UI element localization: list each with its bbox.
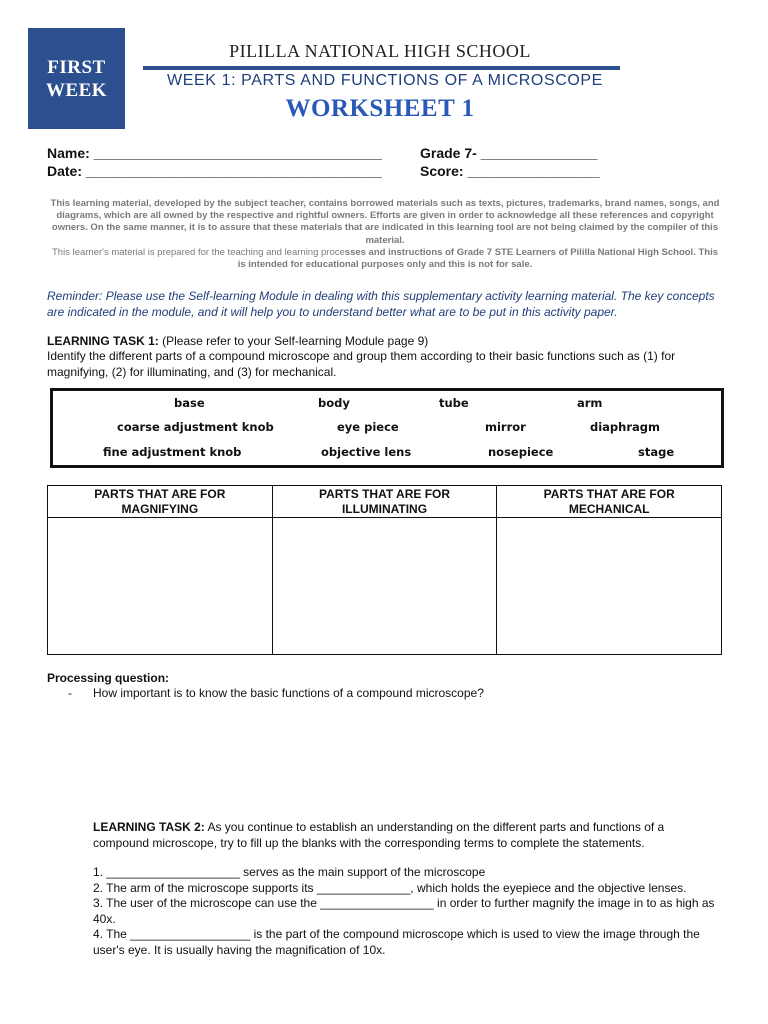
task1-label: LEARNING TASK 1:	[47, 334, 159, 348]
word-item: nosepiece	[488, 445, 554, 459]
word-item: fine adjustment knob	[103, 445, 242, 459]
word-item: arm	[577, 396, 603, 410]
column-header-line: PARTS THAT ARE FOR	[318, 487, 451, 501]
word-item: body	[318, 396, 350, 410]
illuminating-column	[273, 486, 498, 654]
word-item: mirror	[485, 420, 526, 434]
week-title: WEEK 1: PARTS AND FUNCTIONS OF A MICROSCOPE	[167, 72, 603, 89]
task1-instruction: Identify the different parts of a compound microscope and group them according to their basic functions such as (1) for magnifying, (2) for illuminating, and (3) for mechanical.	[47, 349, 676, 379]
task2-intro-text: As you continue to establish an understanding on the different parts and functions of a compound microscope, try to fill up the blanks with the corresponding terms to complete the statements.	[93, 820, 665, 850]
word-bank	[50, 388, 724, 468]
task2-statement: 2. The arm of the microscope supports its ______________, which holds the eyepiece and the objective lenses.	[93, 880, 687, 895]
badge-line-2: WEEK	[45, 79, 108, 101]
processing-question-heading: Processing question:	[47, 671, 170, 685]
column-header	[497, 486, 721, 518]
processing-question	[68, 686, 484, 700]
word-item: tube	[439, 396, 469, 410]
mechanical-answer-cell[interactable]	[497, 518, 721, 654]
first-week-badge	[28, 28, 125, 129]
task1-heading	[47, 334, 428, 348]
word-item: stage	[638, 445, 675, 459]
task1-ref: (Please refer to your Self-learning Module page 9)	[158, 334, 429, 348]
word-item: coarse adjustment knob	[117, 420, 274, 434]
disclaimer-part-1: This learning material, developed by the subject teacher, contains borrowed materials such as texts, pictures, trademarks, brand names, songs, and diagrams, which are all owned by the respective and rightful owners. Efforts are given in order to acknowledge all these references and copyright owners. On the same manner, it is to assure that these materials that are indicated in this learning tool are not being claimed by the compiler of this material.	[50, 198, 720, 246]
grade-field: Grade 7- _______________	[420, 145, 598, 161]
magnifying-column	[48, 486, 273, 654]
task2-section	[93, 820, 718, 958]
parts-classification-table	[47, 485, 722, 655]
column-header	[273, 486, 497, 518]
copyright-disclaimer	[47, 198, 723, 271]
column-header-line: PARTS THAT ARE FOR	[543, 487, 675, 501]
task2-intro	[93, 820, 718, 851]
processing-question-text: How important is to know the basic functions of a compound microscope?	[93, 686, 484, 700]
bullet-dash: -	[68, 686, 72, 700]
worksheet-title: WORKSHEET 1	[285, 95, 475, 122]
word-item: base	[174, 396, 205, 410]
task2-label: LEARNING TASK 2:	[93, 820, 205, 834]
task2-statement: 3. The user of the microscope can use the _________________ in order to further magnify the image in to as high as 40x.	[93, 896, 715, 926]
score-field: Score: _________________	[420, 163, 600, 179]
column-header	[48, 486, 272, 518]
column-header-line: MECHANICAL	[568, 501, 650, 516]
disclaimer-part-3: sses and instructions of Grade 7 STE Learners of Pililla National High School. This is intended for educational purposes only and this is not for sale.	[237, 246, 718, 271]
badge-line-1: FIRST	[47, 56, 106, 78]
reminder-note: Reminder: Please use the Self-learning Module in dealing with this supplementary activity learning material. The key concepts are indicated in the module, and it will help you to understand better what are to be put in this activity paper.	[47, 289, 715, 319]
task2-statement: 4. The __________________ is the part of the compound microscope which is used to view the image through the user's eye. It is usually having the magnification of 10x.	[93, 927, 700, 957]
disclaimer-part-2: This learner's material is prepared for the teaching and learning proce	[52, 246, 345, 258]
name-field: Name: _____________________________________	[47, 145, 382, 161]
date-field: Date: ______________________________________	[47, 163, 382, 179]
column-header-line: MAGNIFYING	[121, 501, 199, 516]
task2-statement: 1. ____________________ serves as the main support of the microscope	[93, 865, 486, 879]
magnifying-answer-cell[interactable]	[48, 518, 272, 654]
word-item: diaphragm	[590, 420, 660, 434]
illuminating-answer-cell[interactable]	[273, 518, 497, 654]
column-header-line: ILLUMINATING	[341, 501, 428, 516]
column-header-line: PARTS THAT ARE FOR	[94, 487, 226, 501]
word-item: eye piece	[337, 420, 399, 434]
word-item: objective lens	[321, 445, 412, 459]
mechanical-column	[497, 486, 721, 654]
school-name: PILILLA NATIONAL HIGH SCHOOL	[229, 41, 531, 61]
header-rule	[143, 66, 620, 70]
